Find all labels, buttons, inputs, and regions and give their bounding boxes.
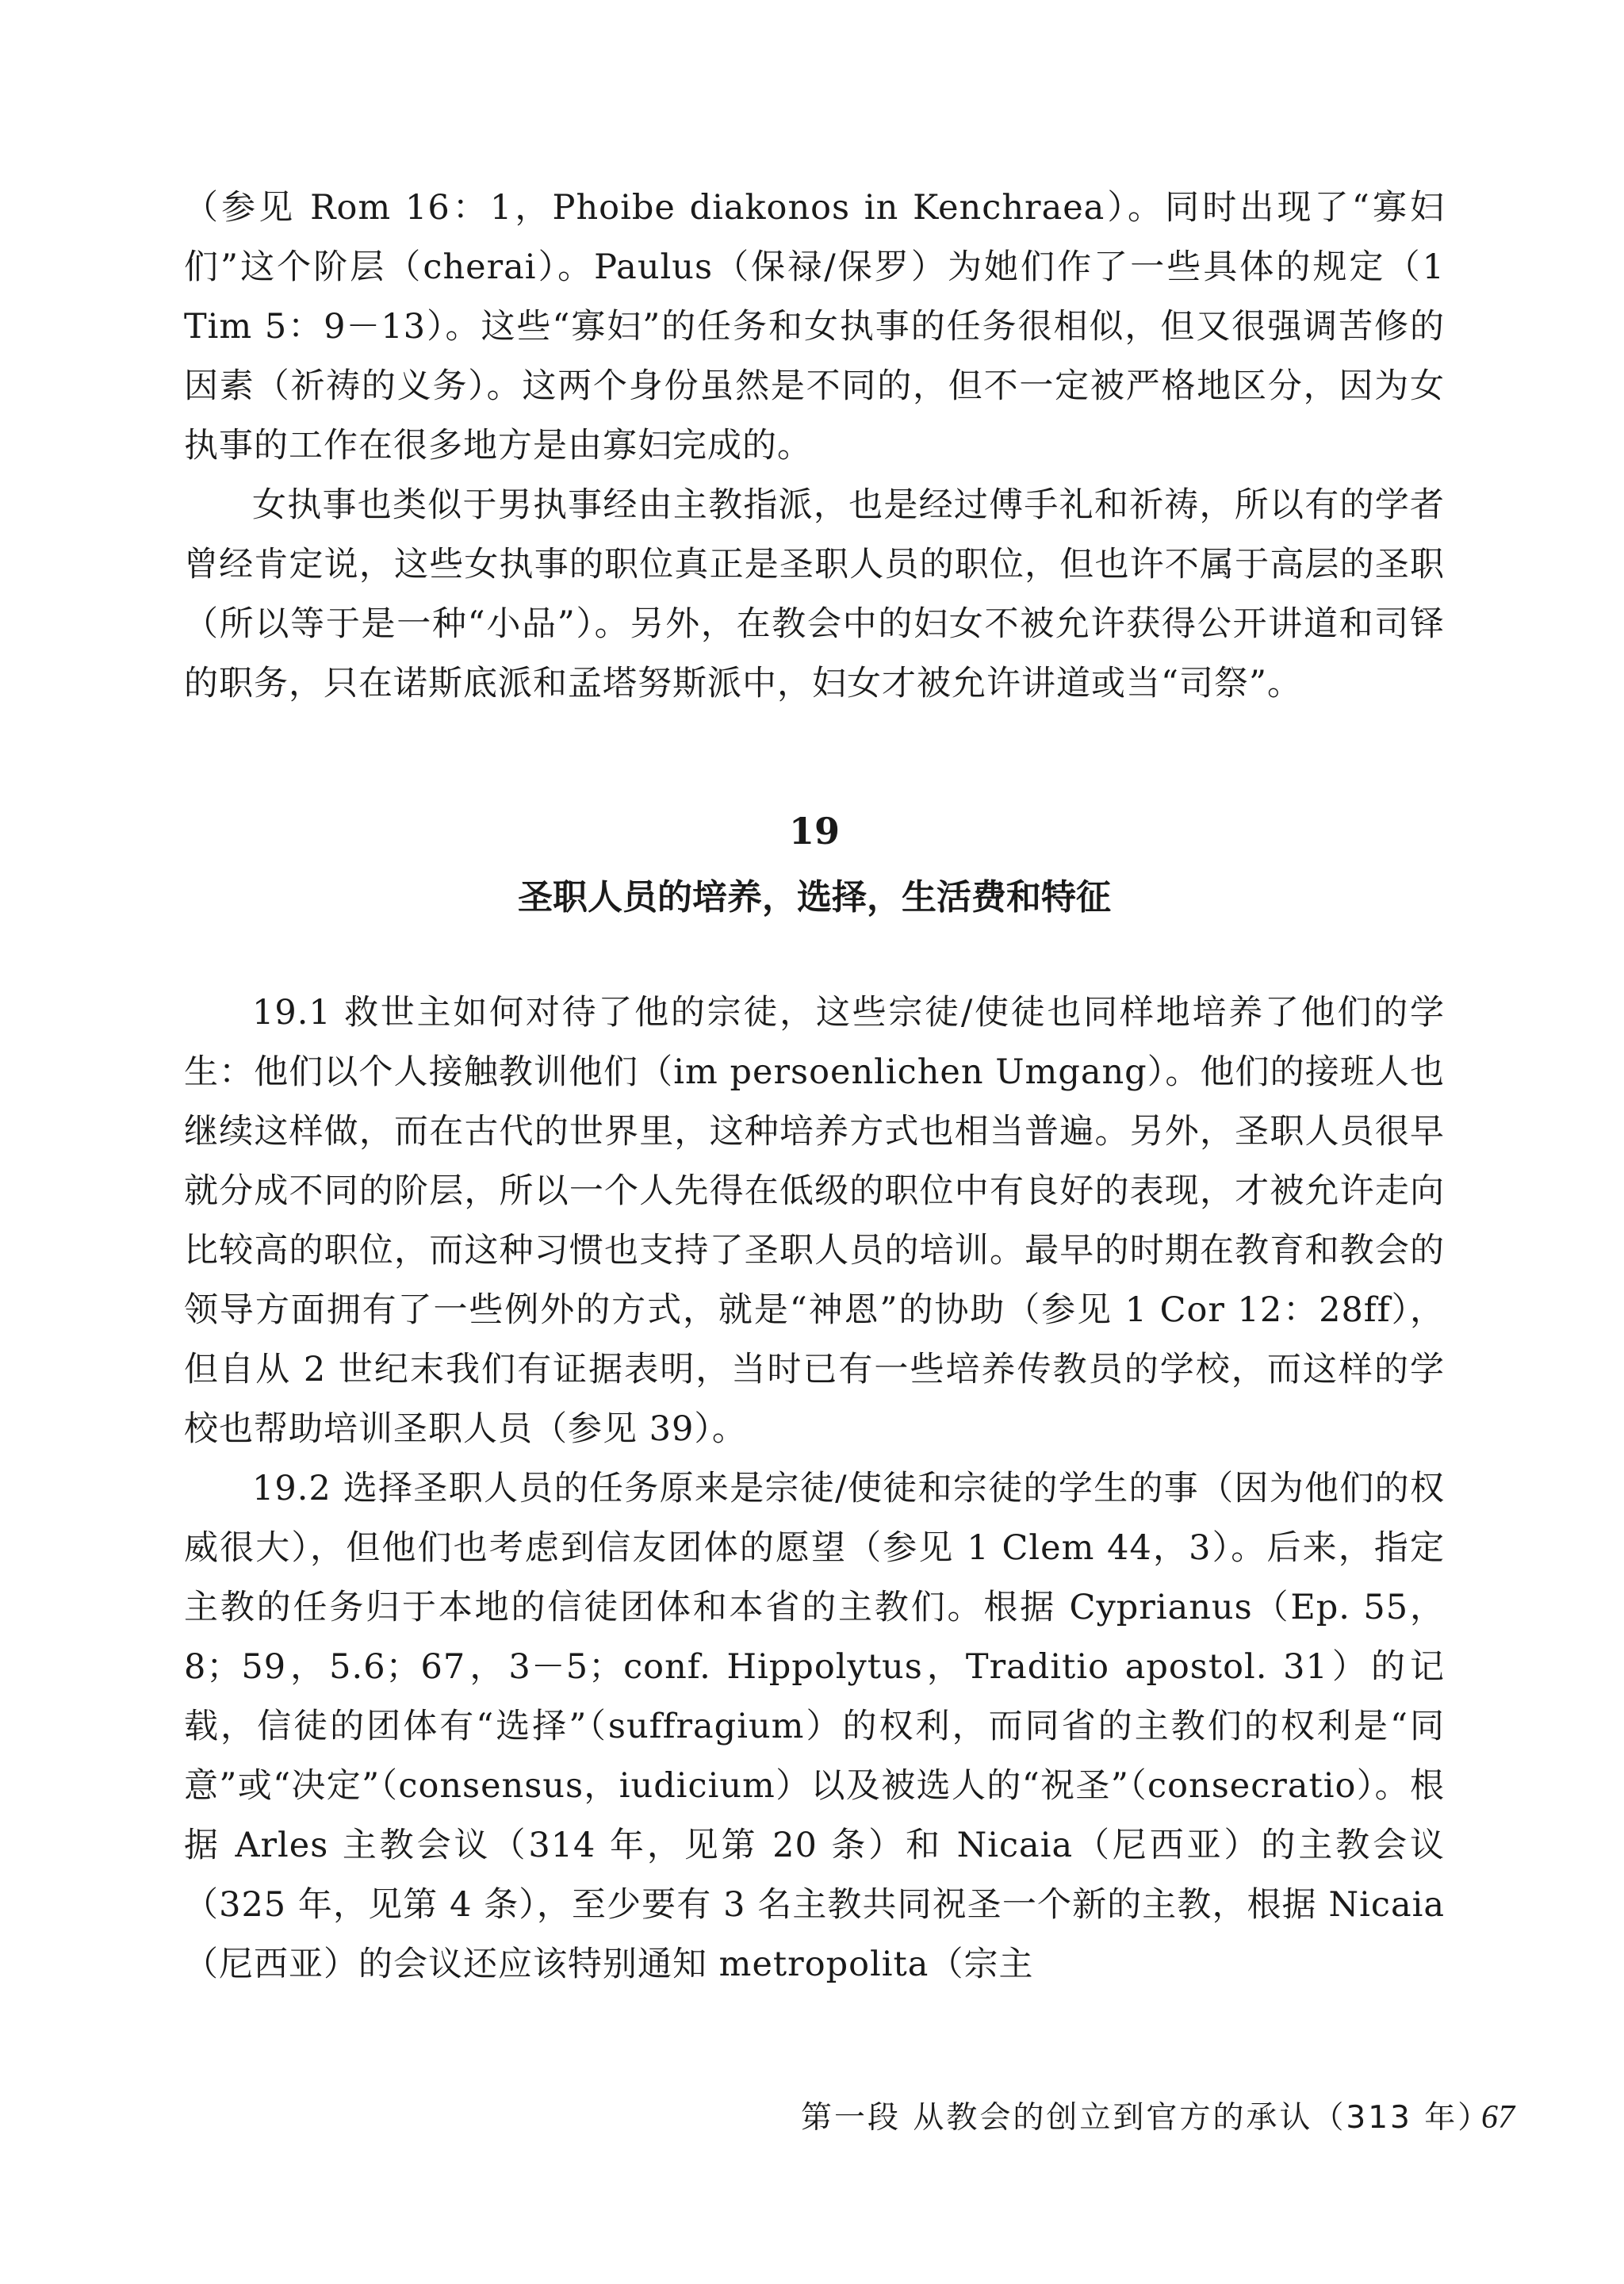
page-footer xyxy=(801,2098,1515,2138)
section-title: 圣职人员的培养，选择，生活费和特征 xyxy=(518,877,1111,918)
page-body xyxy=(184,178,1445,1995)
paragraph-widows: （参见 Rom 16：1，Phoibe diakonos in Kenchraea）。同时出现了“寡妇们”这个阶层（cherai）。Paulus（保禄/保罗）为她们作了一些具体的规定（1 Tim 5：9－13）。这些“寡妇”的任务和女执事的任务很相似，但又很强调苦修的因素（祈祷的义务）。这两个身份虽然是不同的，但不一定被严格地区分，因为女执事的工作在很多地方是由寡妇完成的。 xyxy=(184,188,1445,466)
spacer xyxy=(184,714,1445,807)
section-number: 19 xyxy=(788,810,840,853)
paragraph-19-2: 19.2 选择圣职人员的任务原来是宗徒/使徒和宗徒的学生的事（因为他们的权威很大），但他们也考虑到信友团体的愿望（参见 1 Clem 44，3）。后来，指定主教的任务归于本地的信徒团体和本省的主教们。根据 Cyprianus（Ep. 55，8；59，5.6；67，3－5；conf. Hippolytus，Traditio apostol. 31）的记载，信徒的团体有“选择”（suffragium）的权利，而同省的主教们的权利是“同意”或“决定”（consensus，iudicium）以及被选人的“祝圣”（consecratio）。根据 Arles 主教会议（314 年，见第 20 条）和 Nicaia（尼西亚）的主教会议（325 年，见第 4 条），至少要有 3 名主教共同祝圣一个新的主教，根据 Nicaia（尼西亚）的会议还应该特别通知 metropolita（宗主 xyxy=(184,1469,1445,1984)
page-number: 67 xyxy=(1481,2099,1515,2136)
spacer xyxy=(184,922,1445,983)
running-title: 第一段 从教会的创立到官方的承认（313 年） xyxy=(801,2100,1492,2136)
paragraph-19-1: 19.1 救世主如何对待了他的宗徒，这些宗徒/使徒也同样地培养了他们的学生：他们以个人接触教训他们（im persoenlichen Umgang）。他们的接班人也继续这样做，而在古代的世界里，这种培养方式也相当普遍。另外，圣职人员很早就分成不同的阶层，所以一个人先得在低级的职位中有良好的表现，才被允许走向比较高的职位，而这种习惯也支持了圣职人员的培训。最早的时期在教育和教会的领导方面拥有了一些例外的方式，就是“神恩”的协助（参见 1 Cor 12：28ff），但自从 2 世纪末我们有证据表明，当时已有一些培养传教员的学校，而这样的学校也帮助培训圣职人员（参见 39）。 xyxy=(184,993,1445,1449)
paragraph-deaconesses: 女执事也类似于男执事经由主教指派，也是经过傅手礼和祈祷，所以有的学者曾经肯定说，这些女执事的职位真正是圣职人员的职位，但也许不属于高层的圣职（所以等于是一种“小品”）。另外，在教会中的妇女不被允许获得公开讲道和司铎的职务，只在诺斯底派和孟塔努斯派中，妇女才被允许讲道或当“司祭”。 xyxy=(184,485,1445,703)
